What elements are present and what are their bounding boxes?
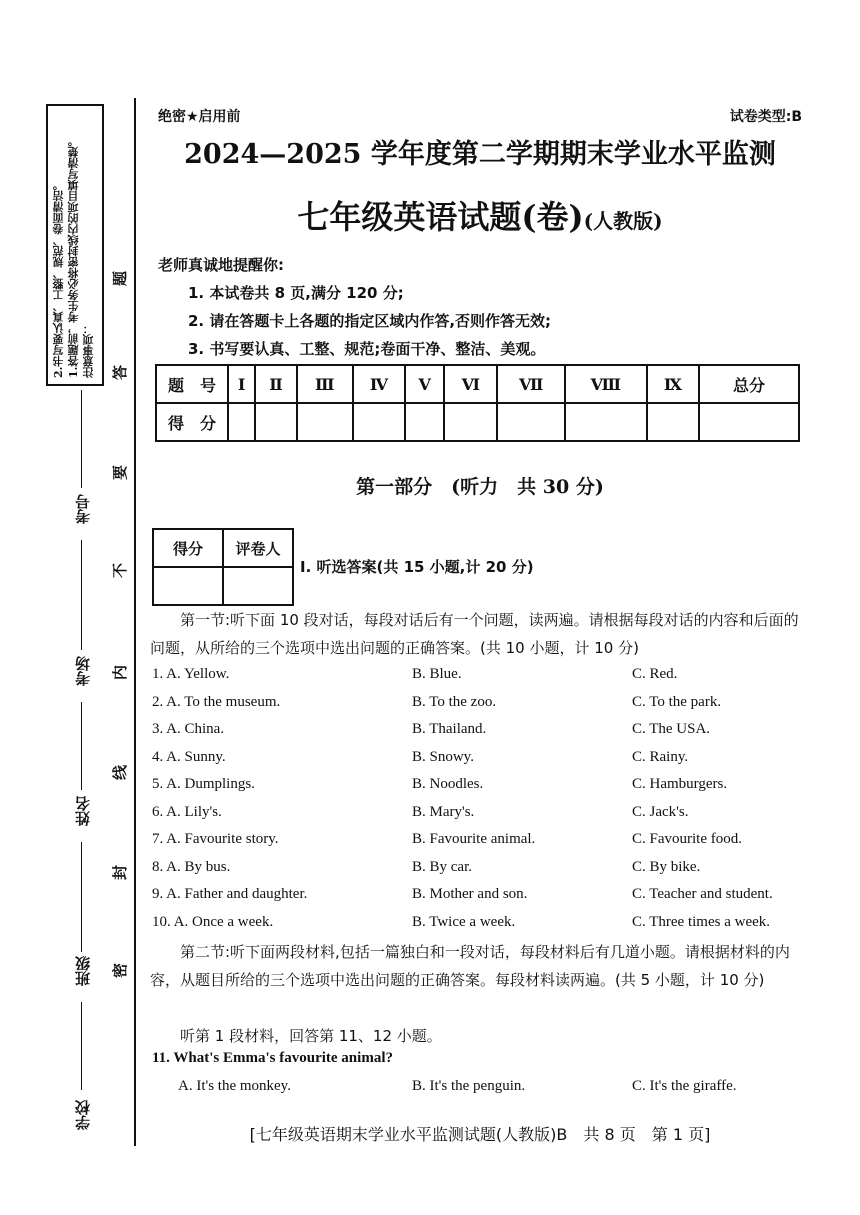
question-11-option-b: B. It's the penguin.: [412, 1078, 526, 1094]
score-table-cell: Ⅸ: [647, 365, 699, 403]
score-table-cell: Ⅲ: [297, 365, 353, 403]
question-11-option-a: A. It's the monkey.: [178, 1078, 291, 1094]
question-9-option-a: 9. A. Father and daughter.: [152, 886, 308, 902]
score-table-cell: Ⅰ: [228, 365, 255, 403]
score-input-cell: [405, 403, 444, 441]
question-4-option-a: 4. A. Sunny.: [152, 748, 226, 765]
question-8-option-c: C. By bike.: [632, 858, 701, 875]
question-9-option-b: B. Mother and son.: [412, 886, 528, 902]
binding-line: [134, 98, 136, 1146]
score-input-cell: [255, 403, 297, 441]
question-1-option-a: 1. A. Yellow.: [152, 666, 230, 682]
part-one-title: 第一部分 (听力 共 30 分): [356, 476, 604, 498]
paper-type-label: 试卷类型:B: [729, 109, 802, 125]
score-table-cell: 得 分: [156, 403, 228, 441]
field-exam-room: 考场: [74, 656, 92, 686]
seal-char: 要: [111, 464, 130, 481]
section-one-part2-intro: 第二节:听下面两段材料,包括一篇独白和一段对话，每段材料后有几道小题。请根据材料的内容，从题目所给的三个选项中选出问题的正确答案。每段材料读两遍。(共 5 小题，计 10 分): [150, 943, 790, 989]
score-table-cell: 总分: [699, 365, 799, 403]
question-3-option-b: B. Thailand.: [412, 721, 487, 737]
score-table-cell: Ⅳ: [353, 365, 406, 403]
score-input-cell: [297, 403, 353, 441]
notice-title: 注意事项：: [82, 323, 95, 378]
question-2-option-a: 2. A. To the museum.: [152, 693, 281, 710]
seal-char: 内: [111, 664, 130, 681]
score-input-cell: [647, 403, 699, 441]
question-4-option-c: C. Rainy.: [632, 748, 689, 765]
field-name: 姓名: [74, 796, 92, 826]
notice-line-2: 2.书写要认真、工整、规范、卷面清洁。: [52, 179, 65, 378]
section-one-part1-intro: 第一节:听下面 10 段对话，每段对话后有一个问题，读两遍。请根据每段对话的内容和后面的问题，从所给的三个选项中选出问题的正确答案。(共 10 小题，计 10 分): [150, 611, 799, 657]
question-7-option-a: 7. A. Favourite story.: [152, 831, 279, 847]
score-input-cell: [228, 403, 255, 441]
question-10-option-a: 10. A. Once a week.: [152, 913, 274, 930]
grader-score-label: 得分: [153, 529, 223, 567]
score-table-cell: Ⅱ: [255, 365, 297, 403]
score-table-cell: Ⅵ: [444, 365, 497, 403]
question-7-option-b: B. Favourite animal.: [412, 831, 536, 847]
reminder-rule: 3. 书写要认真、工整、规范;卷面干净、整洁、美观。: [188, 340, 546, 358]
seal-char: 题: [111, 270, 130, 287]
question-6-option-b: B. Mary's.: [412, 803, 475, 820]
notice-box: [46, 104, 104, 386]
field-line: [81, 1002, 82, 1090]
question-11: 11. What's Emma's favourite animal?: [152, 1050, 393, 1066]
confidential-label: 绝密★启用前: [158, 109, 241, 125]
question-7-option-c: C. Favourite food.: [632, 831, 742, 847]
question-8-option-a: 8. A. By bus.: [152, 858, 231, 875]
question-3-option-c: C. The USA.: [632, 721, 711, 737]
reminder-rule: 1. 本试卷共 8 页,满分 120 分;: [188, 284, 404, 302]
grader-table: [152, 528, 294, 606]
seal-char: 答: [111, 364, 130, 381]
question-10-option-b: B. Twice a week.: [412, 913, 516, 930]
question-11-option-c: C. It's the giraffe.: [632, 1078, 737, 1094]
listen-instruction: 听第 1 段材料，回答第 11、12 小题。: [180, 1027, 442, 1045]
score-table-header-row: [156, 365, 799, 403]
score-table-cell: 题 号: [156, 365, 228, 403]
field-line: [81, 842, 82, 952]
question-1-option-b: B. Blue.: [412, 666, 462, 682]
grader-name-label: 评卷人: [223, 529, 293, 567]
seal-char: 不: [111, 562, 130, 579]
field-school: 学校: [74, 1100, 92, 1130]
score-input-cell: [444, 403, 497, 441]
question-1-option-c: C. Red.: [632, 666, 678, 682]
question-10-option-c: C. Three times a week.: [632, 913, 771, 930]
grader-score-cell: [153, 567, 223, 605]
score-table-score-row: [156, 403, 799, 441]
score-input-cell: [353, 403, 406, 441]
section-one-title: Ⅰ. 听选答案(共 15 小题,计 20 分): [300, 558, 534, 576]
seal-char: 线: [111, 764, 130, 781]
field-line: [81, 702, 82, 790]
notice-line-1: 1.答题前，考生务必将密封线内的项目填写清楚。: [67, 135, 80, 378]
question-8-option-b: B. By car.: [412, 858, 472, 875]
question-4-option-b: B. Snowy.: [412, 748, 474, 765]
reminder-heading: 老师真诚地提醒你:: [158, 256, 284, 274]
score-input-cell: [565, 403, 647, 441]
exam-subtitle: [150, 192, 810, 238]
question-5-option-b: B. Noodles.: [412, 776, 484, 792]
score-table-cell: Ⅷ: [565, 365, 647, 403]
score-table-cell: Ⅴ: [405, 365, 444, 403]
score-table: [155, 364, 800, 442]
score-input-cell: [497, 403, 564, 441]
seal-char: 密: [111, 962, 130, 979]
question-2-option-b: B. To the zoo.: [412, 693, 497, 710]
edition-label: (人教版): [583, 209, 663, 233]
field-line: [81, 390, 82, 488]
question-9-option-c: C. Teacher and student.: [632, 886, 773, 902]
field-exam-number: 考号: [74, 494, 92, 524]
question-2-option-c: C. To the park.: [632, 693, 722, 710]
reminder-rule: 2. 请在答题卡上各题的指定区域内作答,否则作答无效;: [188, 312, 552, 330]
page-footer: [七年级英语期末学业水平监测试题(人教版)B 共 8 页 第 1 页]: [249, 1125, 711, 1144]
exam-title: 2024—2025 学年度第二学期期末学业水平监测: [184, 139, 776, 170]
question-3-option-a: 3. A. China.: [152, 721, 225, 737]
seal-char: 封: [111, 864, 130, 881]
question-5-option-a: 5. A. Dumplings.: [152, 776, 255, 792]
score-table-cell: Ⅶ: [497, 365, 564, 403]
score-input-cell: [699, 403, 799, 441]
field-class: 班级: [74, 956, 92, 986]
grader-name-cell: [223, 567, 293, 605]
subject-title: 七年级英语试题(卷): [297, 198, 584, 236]
question-5-option-c: C. Hamburgers.: [632, 776, 728, 792]
field-line: [81, 540, 82, 650]
question-6-option-a: 6. A. Lily's.: [152, 803, 222, 820]
question-6-option-c: C. Jack's.: [632, 803, 689, 820]
